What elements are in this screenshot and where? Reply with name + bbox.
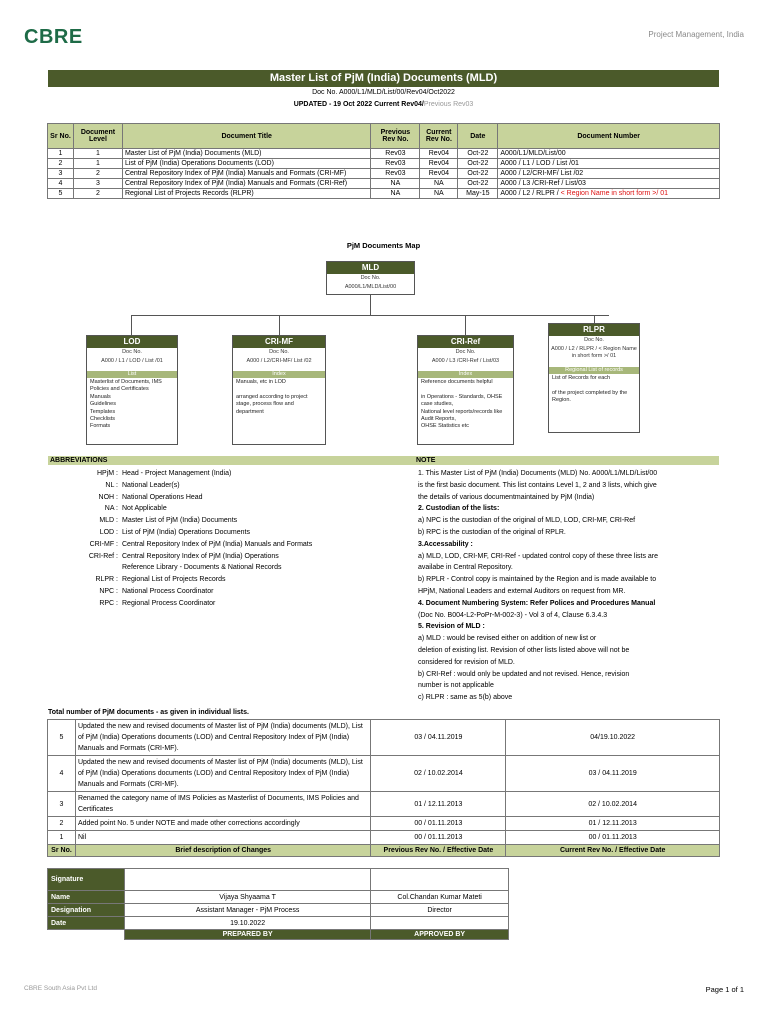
- cell-level: 2: [73, 189, 122, 199]
- connector: [370, 295, 371, 315]
- changes-footer: [48, 845, 720, 857]
- note-line: a) NPC is the custodian of the original of MLD, LOD, CRI-MF, CRI-Ref: [418, 517, 636, 525]
- footer-company: CBRE South Asia Pvt Ltd: [24, 985, 97, 992]
- designation-label: Designation: [48, 904, 125, 917]
- table-row: [48, 179, 720, 189]
- abbreviation-value: Master List of PjM (India) Documents: [122, 517, 238, 525]
- approved-name: Col.Chandan Kumar Mateti: [371, 891, 509, 904]
- lod-box-title: LOD: [87, 336, 177, 348]
- abbreviation-value: List of PjM (India) Operations Documents: [122, 528, 250, 536]
- approved-signature: [371, 869, 509, 891]
- th-curr-rev: Current Rev No.: [420, 124, 458, 149]
- lod-box: [86, 335, 178, 445]
- note-line: 4. Document Numbering System: Refer Polices and Procedures Manual: [418, 599, 656, 607]
- cell-prev-rev: NA: [371, 189, 420, 199]
- change-prev: 00 / 01.11.2013: [371, 831, 506, 845]
- doc-title: Master List of PjM (India) Documents (MLD): [48, 70, 719, 87]
- abbreviation-key: CRI-Ref :: [88, 552, 118, 560]
- prepared-designation: Assistant Manager - PjM Process: [124, 904, 370, 917]
- crimf-doc-label: Doc No.: [269, 349, 289, 355]
- note-line: a) MLD, LOD, CRI-MF, CRI-Ref - updated control copy of these three lists are: [418, 552, 659, 560]
- note-line: 2. Custodian of the lists:: [418, 505, 500, 513]
- cell-level: 1: [73, 149, 122, 159]
- header-dept: Project Management, India: [648, 30, 744, 39]
- criref-box-title: CRI-Ref: [418, 336, 513, 348]
- change-prev: 00 / 01.11.2013: [371, 817, 506, 831]
- doc-number: Doc No. A000/L1/MLD/List/00/Rev04/Oct2022: [312, 89, 455, 96]
- abbreviation-key: HPjM :: [97, 470, 118, 477]
- cell-prev-rev: Rev03: [371, 159, 420, 169]
- change-desc: Updated the new and revised documents of Master list of PjM (India) documents (MLD), List of PjM (India) Operations documents (LOD) and Central Repository Index of PjM (India) Manuals and Formats (CRI-MF).: [75, 756, 371, 792]
- cell-sr: 1: [48, 149, 74, 159]
- abbreviation-value: Regional Process Coordinator: [122, 599, 216, 607]
- updated-main: UPDATED - 19 Oct 2022 Current Rev04/: [293, 101, 424, 108]
- abbreviation-value: Head - Project Management (India): [122, 470, 232, 477]
- connector: [465, 315, 466, 335]
- cell-date: Oct-22: [458, 179, 498, 189]
- abbreviation-value: Regional List of Projects Records: [122, 576, 226, 584]
- change-sr: 3: [48, 792, 76, 817]
- cell-prev-rev: Rev03: [371, 149, 420, 159]
- lod-doc: A000 / L1 / LOD / List /01: [101, 358, 163, 364]
- note-line: considered for revision of MLD.: [418, 658, 515, 666]
- change-prev: 02 / 10.02.2014: [371, 756, 506, 792]
- prepared-by-label: PREPARED BY: [124, 930, 370, 940]
- abbreviation-key: [48, 562, 122, 574]
- abbreviation-value: Central Repository Index of PjM (India) Operations: [122, 552, 279, 560]
- connector: [131, 315, 609, 316]
- note-heading: NOTE: [392, 456, 719, 465]
- cell-curr-rev: NA: [420, 189, 458, 199]
- table-row: [48, 159, 720, 169]
- cell-date: Oct-22: [458, 159, 498, 169]
- change-desc: Added point No. 5 under NOTE and made other corrections accordingly: [75, 817, 371, 831]
- abbreviation-row: [48, 503, 388, 515]
- map-title: PjM Documents Map: [346, 241, 421, 250]
- cell-level: 1: [73, 159, 122, 169]
- note-line: b) CRI-Ref : would only be updated and not revised. Hence, revision: [418, 670, 630, 678]
- crimf-box: [232, 335, 326, 445]
- footer-page: Page 1 of 1: [705, 985, 744, 994]
- total-docs-line: Total number of PjM documents - as given in individual lists.: [48, 709, 249, 716]
- change-row: [48, 792, 720, 817]
- cell-docnum: [498, 189, 720, 199]
- cell-prev-rev: Rev03: [371, 169, 420, 179]
- mld-doc-label: Doc No.: [360, 275, 381, 281]
- docnum-text: A000 / L2 / RLPR /: [500, 190, 561, 197]
- abbreviation-value: Central Repository Index of PjM (India) Manuals and Formats: [122, 540, 313, 548]
- cell-level: 2: [73, 169, 122, 179]
- cell-title: Central Repository Index of PjM (India) Manuals and Formats (CRI-MF): [122, 169, 371, 179]
- change-curr: 04/19.10.2022: [506, 720, 720, 756]
- criref-box: [417, 335, 514, 445]
- cell-curr-rev: NA: [420, 179, 458, 189]
- note-line: (Doc No. B004-L2-PoPr-M-002-3) - Vol 3 of 4, Clause 6.3.4.3: [418, 611, 608, 619]
- connector: [279, 315, 280, 335]
- lod-doc-label: Doc No.: [122, 349, 142, 355]
- date-label: Date: [48, 917, 125, 930]
- th-sr: Sr No.: [48, 124, 74, 149]
- th-level: Document Level: [73, 124, 122, 149]
- notes-list: [418, 468, 718, 704]
- note-line: 3.Accessability :: [418, 540, 473, 548]
- note-line: the details of various documentmaintained by PjM (India): [418, 493, 595, 501]
- abbreviation-row: [48, 562, 388, 574]
- crimf-box-title: CRI-MF: [233, 336, 325, 348]
- changes-table: [47, 719, 720, 857]
- cell-date: May-15: [458, 189, 498, 199]
- mld-box: [326, 261, 415, 295]
- cell-docnum: A000 / L1 / LOD / List /01: [498, 159, 720, 169]
- th-docnum: Document Number: [498, 124, 720, 149]
- lod-band: List: [87, 371, 177, 378]
- change-desc: Updated the new and revised documents of Master list of PjM (India) documents (MLD), List of PjM (India) Operations documents (LOD) and Central Repository Index of PjM (India) Manuals and Formats (CRI-MF).: [75, 720, 371, 756]
- rlpr-box-title: RLPR: [549, 324, 639, 336]
- prepared-date: 19.10.2022: [124, 917, 370, 930]
- abbreviation-value: National Operations Head: [122, 493, 203, 501]
- cbre-logo: CBRE: [24, 26, 83, 48]
- rlpr-doc-label: Doc No.: [584, 337, 604, 343]
- cell-sr: 4: [48, 179, 74, 189]
- change-curr: 01 / 12.11.2013: [506, 817, 720, 831]
- footer-sr: Sr No.: [48, 845, 76, 857]
- abbreviation-row: [48, 468, 388, 480]
- change-curr: 00 / 01.11.2013: [506, 831, 720, 845]
- note-line: c) RLPR : same as 5(b) above: [418, 694, 513, 702]
- cell-curr-rev: Rev04: [420, 169, 458, 179]
- connector: [594, 315, 595, 323]
- change-curr: 03 / 04.11.2019: [506, 756, 720, 792]
- note-line: is the first basic document. This list contains Level 1, 2 and 3 lists, which give: [418, 481, 657, 489]
- abbreviation-row: [48, 480, 388, 492]
- updated-line: [48, 101, 719, 108]
- cell-docnum: A000/L1/MLD/List/00: [498, 149, 720, 159]
- table-row: [48, 149, 720, 159]
- abbreviation-key: NPC :: [99, 587, 118, 595]
- footer-prev: Previous Rev No. / Effective Date: [371, 845, 506, 857]
- change-desc: Renamed the category name of IMS Policies as Masterlist of Documents, IMS Policies and Certificates: [75, 792, 371, 817]
- updated-prev: Previous Rev03: [423, 101, 474, 108]
- region-placeholder: < Region Name in short form >/ 01: [560, 190, 669, 197]
- abbreviation-row: [48, 539, 388, 551]
- change-sr: 5: [48, 720, 76, 756]
- lod-text: Masterlist of Documents, IMS Policies and Certificates Manuals Guidelines Templates Checklists Formats: [90, 379, 162, 430]
- change-desc: Nil: [75, 831, 371, 845]
- rlpr-band: Regional List of records: [549, 367, 639, 374]
- note-line: 1. This Master List of PjM (India) Documents (MLD) No. A000/L1/MLD/List/00: [418, 470, 658, 477]
- prepared-name: Vijaya Shyaama T: [124, 891, 370, 904]
- note-line: 5. Revision of MLD :: [418, 623, 485, 631]
- change-sr: 2: [48, 817, 76, 831]
- crimf-band: Index: [233, 371, 325, 378]
- change-row: [48, 831, 720, 845]
- abbreviation-row: [48, 551, 388, 563]
- change-prev: 01 / 12.11.2013: [371, 792, 506, 817]
- cell-curr-rev: Rev04: [420, 149, 458, 159]
- th-title: Document Title: [122, 124, 371, 149]
- change-prev: 03 / 04.11.2019: [371, 720, 506, 756]
- connector: [131, 315, 132, 335]
- mld-doc: A000/L1/MLD/List/00: [344, 284, 397, 290]
- abbreviation-value: National Process Coordinator: [122, 587, 214, 595]
- abbreviation-value: Reference Library - Documents & National Records: [122, 564, 282, 572]
- criref-doc: A000 / L3 /CRI-Ref / List/03: [431, 358, 500, 364]
- criref-band: Index: [418, 371, 513, 378]
- change-row: [48, 817, 720, 831]
- abbreviation-row: [48, 492, 388, 504]
- change-row: [48, 720, 720, 756]
- change-sr: 4: [48, 756, 76, 792]
- cell-prev-rev: NA: [371, 179, 420, 189]
- criref-doc-label: Doc No.: [455, 349, 476, 355]
- abbreviation-key: NL :: [105, 481, 118, 489]
- table-row: [48, 189, 720, 199]
- crimf-text: Manuals, etc in LOD arranged according to project stage, process flow and department: [236, 379, 308, 415]
- abbreviation-row: [48, 586, 388, 598]
- cell-docnum: A000 / L3 /CRI-Ref / List/03: [498, 179, 720, 189]
- abbreviation-key: NA :: [104, 505, 118, 513]
- change-row: [48, 756, 720, 792]
- cell-title: Regional List of Projects Records (RLPR): [122, 189, 371, 199]
- abbreviation-key: CRI-MF :: [89, 540, 118, 548]
- change-curr: 02 / 10.02.2014: [506, 792, 720, 817]
- cell-sr: 5: [48, 189, 74, 199]
- table-row: [48, 169, 720, 179]
- abbreviation-key: NOH :: [98, 493, 118, 501]
- rlpr-text: List of Records for each of the project completed by the Region.: [552, 375, 628, 404]
- cell-curr-rev: Rev04: [420, 159, 458, 169]
- cell-sr: 3: [48, 169, 74, 179]
- note-line: a) MLD : would be revised either on addition of new list or: [418, 635, 597, 643]
- cell-date: Oct-22: [458, 169, 498, 179]
- abbreviations-list: [48, 468, 388, 610]
- signature-table: [47, 868, 509, 940]
- abbreviation-value: Not Applicable: [122, 505, 167, 513]
- abbreviation-value: National Leader(s): [122, 481, 180, 489]
- note-line: availabe in Central Repository.: [418, 564, 513, 572]
- abbreviation-key: RLPR :: [95, 576, 118, 584]
- abbreviation-row: [48, 515, 388, 527]
- name-label: Name: [48, 891, 125, 904]
- abbreviation-key: MLD :: [99, 517, 118, 525]
- abbreviation-row: [48, 574, 388, 586]
- change-sr: 1: [48, 831, 76, 845]
- footer-curr: Current Rev No. / Effective Date: [506, 845, 720, 857]
- abbreviation-key: RPC :: [99, 599, 118, 607]
- th-date: Date: [458, 124, 498, 149]
- note-line: number is not applicable: [418, 682, 494, 690]
- note-line: b) RPLR - Control copy is maintained by the Region and is made available to: [418, 576, 657, 584]
- footer-desc: Brief description of Changes: [75, 845, 371, 857]
- rlpr-doc: A000 / L2 / RLPR / < Region Name in short form >/ 01: [551, 346, 637, 359]
- th-prev-rev: Previous Rev No.: [371, 124, 420, 149]
- sig-label: Signature: [48, 869, 125, 891]
- note-line: b) RPC is the custodian of the original of RPLR.: [418, 528, 566, 536]
- approved-designation: Director: [371, 904, 509, 917]
- cell-title: List of PjM (India) Operations Documents (LOD): [122, 159, 371, 169]
- cell-sr: 2: [48, 159, 74, 169]
- prepared-signature: [124, 869, 370, 891]
- abbreviation-key: LOD :: [99, 528, 118, 536]
- cell-title: Master List of PjM (India) Documents (MLD): [122, 149, 371, 159]
- cell-docnum: A000 / L2/CRI-MF/ List /02: [498, 169, 720, 179]
- rlpr-box: [548, 323, 640, 433]
- sig-footer-blank: [48, 930, 125, 940]
- mld-box-title: MLD: [327, 262, 414, 274]
- cell-date: Oct-22: [458, 149, 498, 159]
- crimf-doc: A000 / L2/CRI-MF/ List /02: [246, 358, 312, 364]
- cell-level: 3: [73, 179, 122, 189]
- abbreviation-row: [48, 598, 388, 610]
- abbreviations-heading: ABBREVIATIONS: [48, 456, 392, 465]
- approved-date: [371, 917, 509, 930]
- abbreviation-row: [48, 527, 388, 539]
- note-line: HPjM, National Leaders and external Auditors on request from MR.: [418, 587, 626, 595]
- cell-title: Central Repository Index of PjM (India) Manuals and Formats (CRI-Ref): [122, 179, 371, 189]
- note-line: deletion of existing list. Revision of other lists listed above will not be: [418, 646, 630, 654]
- master-table: [47, 123, 720, 199]
- approved-by-label: APPROVED BY: [371, 930, 509, 940]
- criref-text: Reference documents helpful in Operations - Standards, OHSE case studies, National level reports/records like Audit Reports, OHSE Statistics etc: [421, 379, 503, 430]
